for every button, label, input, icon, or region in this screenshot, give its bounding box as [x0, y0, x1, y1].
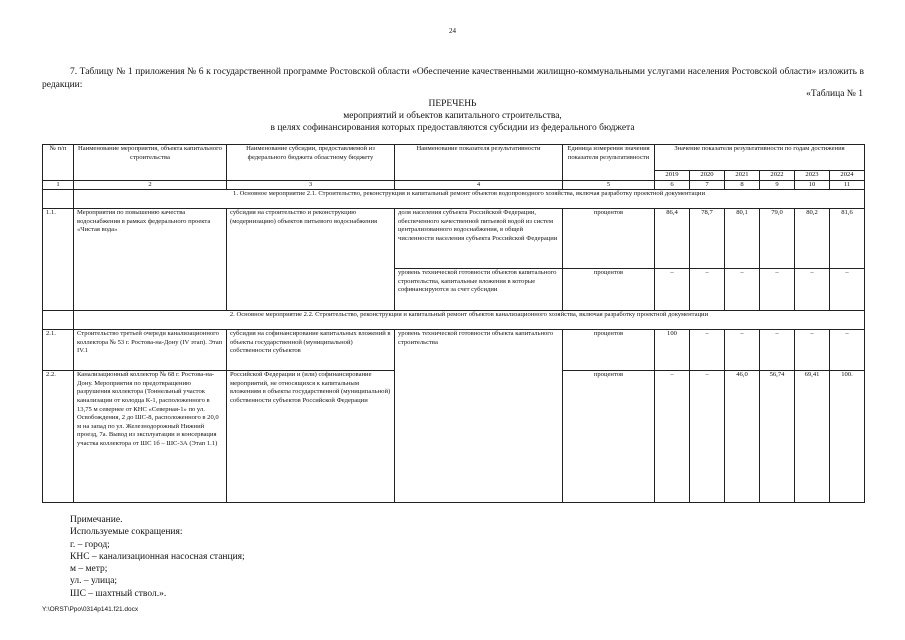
row-subsidy: Российской Федерации и (или) софинансирование мероприятий, не относящихся к капитальным вложениям в объекты государственной (муниципальной) собственности субъектов Российской Федерации: [227, 371, 395, 503]
row-event: Строительство третьей очереди канализационного коллектора № 53 г. Ростова-на-Дону (IV этап). Этап IV.1: [74, 330, 227, 371]
year-cell: 2020: [690, 171, 725, 181]
row-indicator: уровень технической готовности объекта капитального строительства: [395, 330, 563, 503]
section-1-title: 1. Основное мероприятие 2.1. Строительство, реконструкция и капитальный ремонт объектов водопроводного хозяйства, включая разработку проектной документации: [74, 190, 865, 209]
column-number: 10: [795, 180, 830, 190]
abbr-item: м – метр;: [70, 564, 108, 575]
value-cell: 78,7: [690, 209, 725, 269]
header-subsidy: Наименование субсидии, предоставляемой из федерального бюджета областному бюджету: [227, 145, 395, 181]
list-title: ПЕРЕЧЕНЬ: [428, 99, 477, 109]
value-cell: –: [760, 330, 795, 371]
list-subtitle-1: мероприятий и объектов капитального строительства,: [343, 111, 562, 121]
value-cell: 79,0: [760, 209, 795, 269]
value-cell: –: [760, 269, 795, 311]
list-subtitle-2: в целях софинансирования которых предоставляются субсидии из федерального бюджета: [270, 123, 635, 133]
value-cell: –: [655, 371, 690, 503]
notes-block: [70, 514, 245, 600]
value-cell: –: [830, 269, 865, 311]
column-number: 3: [227, 180, 395, 190]
empty-cell: [43, 311, 74, 330]
column-number: 2: [74, 180, 227, 190]
value-cell: 80,1: [725, 209, 760, 269]
section-2-title: 2. Основное мероприятие 2.2. Строительство, реконструкция и капитальный ремонт объектов канализационного хозяйства, включая разработку проектной документации: [74, 311, 865, 330]
column-number: 8: [725, 180, 760, 190]
table-reference: «Таблица № 1: [806, 89, 863, 99]
value-cell: –: [725, 330, 760, 371]
header-unit: Единица измерения значения показателя результативности: [563, 145, 655, 181]
value-cell: 86,4: [655, 209, 690, 269]
year-cell: 2023: [795, 171, 830, 181]
table-row: [43, 330, 865, 371]
notes-abbr-title: Используемые сокращения:: [70, 527, 183, 538]
page-number: 24: [449, 27, 456, 35]
row-indicator: доля населения субъекта Российской Федерации, обеспеченного качественной питьевой водой из систем централизованного водоснабжения, в общей численности населения субъекта Российской Федерации: [395, 209, 563, 269]
abbr-item: г. – город;: [70, 539, 110, 550]
section-1-row: [43, 190, 865, 209]
abbr-item: КНС – канализационная насосная станция;: [70, 551, 245, 562]
section-2-row: [43, 311, 865, 330]
row-num: 2.1.: [43, 330, 74, 371]
value-cell: 80,2: [795, 209, 830, 269]
value-cell: –: [725, 269, 760, 311]
year-cell: 2024: [830, 171, 865, 181]
header-num: № п/п: [43, 145, 74, 181]
value-cell: –: [690, 269, 725, 311]
column-number: 11: [830, 180, 865, 190]
row-subsidy: субсидия на софинансирование капитальных вложений в объекты государственной (муниципальной) собственности субъектов: [227, 330, 395, 371]
column-number: 4: [395, 180, 563, 190]
row-indicator: уровень технической готовности объектов капитального строительства, капитальные вложения в которые софинансируются за счет субсидии: [395, 269, 563, 311]
column-number: 1: [43, 180, 74, 190]
header-values-group: Значение показателя результативности по годам достижения: [655, 145, 865, 171]
value-cell: 100: [655, 330, 690, 371]
row-unit: процентов: [563, 371, 655, 503]
header-indicator: Наименование показателя результативности: [395, 145, 563, 181]
empty-cell: [43, 190, 74, 209]
intro-paragraph: 7. Таблицу № 1 приложения № 6 к государственной программе Ростовской области «Обеспечение качественными жилищно-коммунальными услугами населения Ростовской области» изложить в редакции:: [42, 67, 864, 90]
row-event: Мероприятия по повышению качества водоснабжения в рамках федерального проекта «Чистая вода»: [74, 209, 227, 311]
value-cell: 56,74: [760, 371, 795, 503]
table-row: [43, 209, 865, 269]
value-cell: 81,6: [830, 209, 865, 269]
column-number: 7: [690, 180, 725, 190]
value-cell: 100.: [830, 371, 865, 503]
value-cell: –: [690, 371, 725, 503]
header-event: Наименование мероприятия, объекта капитального строительства: [74, 145, 227, 181]
row-unit: процентов: [563, 269, 655, 311]
year-cell: 2019: [655, 171, 690, 181]
value-cell: –: [655, 269, 690, 311]
row-unit: процентов: [563, 209, 655, 269]
abbr-item: ШС – шахтный ствол.».: [70, 588, 167, 599]
value-cell: 69,41: [795, 371, 830, 503]
value-cell: –: [830, 330, 865, 371]
year-cell: 2022: [760, 171, 795, 181]
value-cell: –: [795, 269, 830, 311]
year-cell: 2021: [725, 171, 760, 181]
column-numbers-row: [43, 180, 865, 190]
row-event: Канализационный коллектор № 68 г. Ростова-на-Дону. Мероприятия по предотвращению разрушения коллектора (Тоннельный участок канализации от колодца К-1, расположенного в 13,75 м севернее от КНС «Северная-1» по ул. Освобождения, 2 до ШС-8, расположенного в 20,0 м на запад по ул. Железнодорожный Нижний проезд, 7а. Вывод из эксплуатации и консервация участка коллектора от ШС 1б – ШС-3А (Этап 1.1): [74, 371, 227, 503]
column-number: 5: [563, 180, 655, 190]
row-num: 2.2.: [43, 371, 74, 503]
notes-title: Примечание.: [70, 515, 123, 525]
column-number: 9: [760, 180, 795, 190]
header-row: [43, 145, 865, 171]
value-cell: –: [795, 330, 830, 371]
value-cell: 46,0: [725, 371, 760, 503]
abbr-item: ул. – улица;: [70, 576, 118, 587]
measures-table: [42, 144, 865, 503]
row-num: 1.1.: [43, 209, 74, 311]
file-path-footer: Y:\ORST\Ppo\0314p141.f21.docx: [42, 606, 139, 613]
row-subsidy: субсидия на строительство и реконструкцию (модернизацию) объектов питьевого водоснабжения: [227, 209, 395, 311]
row-unit: процентов: [563, 330, 655, 371]
value-cell: –: [690, 330, 725, 371]
column-number: 6: [655, 180, 690, 190]
